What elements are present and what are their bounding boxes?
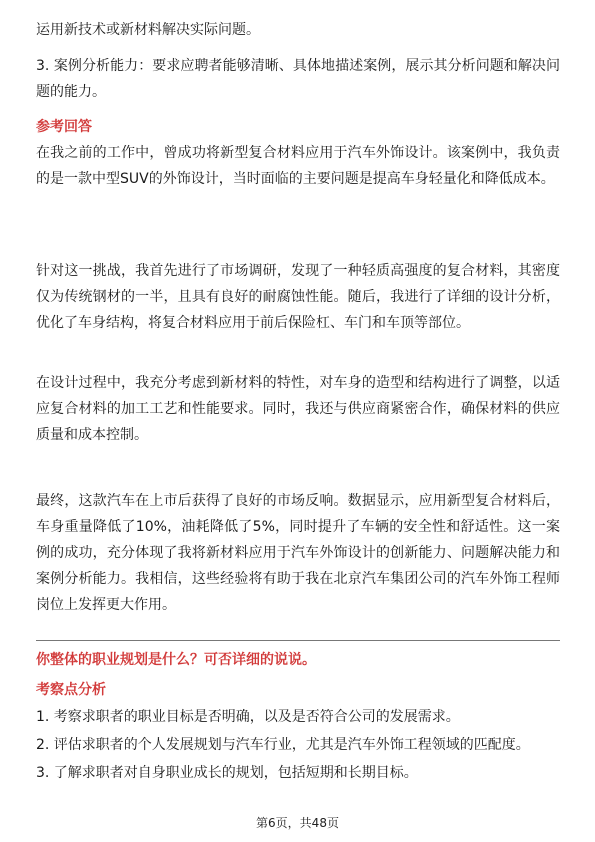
answer-paragraph-4: 最终，这款汽车在上市后获得了良好的市场反响。数据显示，应用新型复合材料后，车身重量降低了10%，油耗降低了5%，同时提升了车辆的安全性和舒适性。这一案例的成功，充分体现了我将新材料应用于汽车外饰设计的创新能力、问题解决能力和案例分析能力。我相信，这些经验将有助于我在北京汽车集团公司的汽车外饰工程师岗位上发挥更大作用。 bbox=[36, 493, 560, 613]
criteria-item-3: 3. 案例分析能力：要求应聘者能够清晰、具体地描述案例，展示其分析问题和解决问题的能力。 bbox=[36, 58, 560, 100]
answer-paragraph-2: 针对这一挑战，我首先进行了市场调研，发现了一种轻质高强度的复合材料，其密度仅为传统钢材的一半，且具有良好的耐腐蚀性能。随后，我进行了详细的设计分析，优化了车身结构，将复合材料应用于前后保险杠、车门和车顶等部位。 bbox=[36, 263, 560, 331]
answer-paragraph-1: 在我之前的工作中，曾成功将新型复合材料应用于汽车外饰设计。该案例中，我负责的是一款中型SUV的外饰设计，当时面临的主要问题是提高车身轻量化和降低成本。 bbox=[36, 145, 560, 187]
page-number: 第6页，共48页 bbox=[256, 816, 339, 830]
analysis-item-1: 1. 考察求职者的职业目标是否明确，以及是否符合公司的发展需求。 bbox=[36, 709, 460, 725]
analysis-heading: 考察点分析 bbox=[36, 682, 106, 698]
analysis-item-2: 2. 评估求职者的个人发展规划与汽车行业，尤其是汽车外饰工程领域的匹配度。 bbox=[36, 737, 530, 753]
analysis-item-3: 3. 了解求职者对自身职业成长的规划，包括短期和长期目标。 bbox=[36, 765, 418, 781]
section-divider bbox=[36, 640, 560, 641]
question-title: 你整体的职业规划是什么？可否详细的说说。 bbox=[36, 652, 316, 668]
continuation-line: 运用新技术或新材料解决实际问题。 bbox=[36, 22, 260, 38]
answer-paragraph-3: 在设计过程中，我充分考虑到新材料的特性，对车身的造型和结构进行了调整，以适应复合材料的加工工艺和性能要求。同时，我还与供应商紧密合作，确保材料的供应质量和成本控制。 bbox=[36, 375, 560, 443]
reference-answer-heading: 参考回答 bbox=[36, 119, 92, 135]
